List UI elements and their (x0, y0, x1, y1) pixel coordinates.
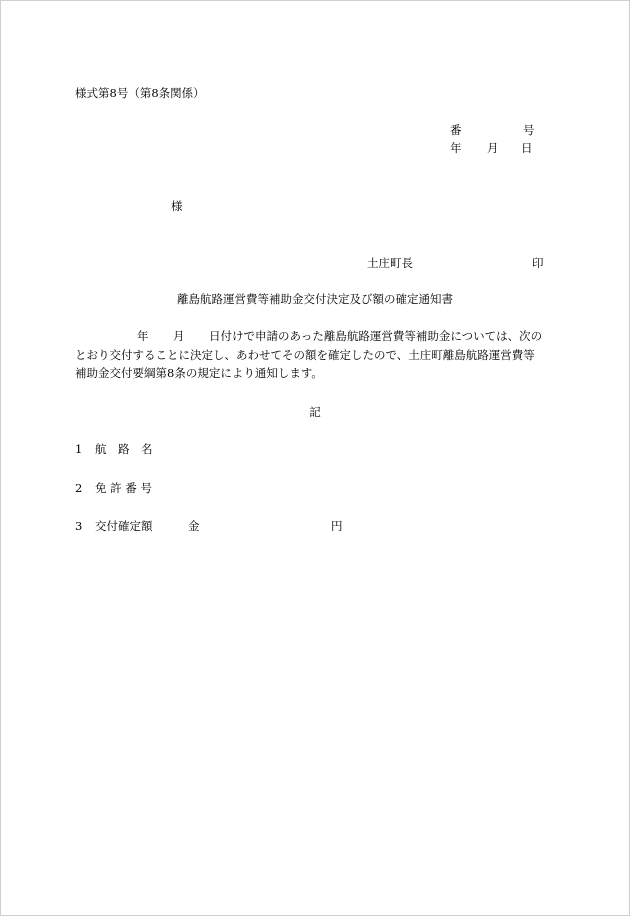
item-3-en-label: 円 (331, 519, 343, 533)
body-line-3: 補助金交付要綱第8条の規定により通知します。 (75, 366, 323, 380)
body-year-label: 年 (137, 329, 149, 343)
body-line-1 (75, 327, 556, 346)
item-3-label: 交付確定額 (95, 519, 153, 533)
body-line-1-text: 日付けで申請のあった離島航路運営費等補助金については、次の (209, 329, 543, 343)
item-1-label: 航 路 名 (95, 442, 153, 456)
body-paragraph (75, 327, 556, 383)
date-day-label: 日 (521, 141, 533, 155)
document-title: 離島航路運営費等補助金交付決定及び額の確定通知書 (177, 292, 453, 306)
reference-number-label: 番 (450, 123, 462, 137)
body-month-label: 月 (173, 329, 185, 343)
item-3-number: 3 (75, 519, 83, 533)
date-year-label: 年 (450, 141, 462, 155)
ki-heading: 記 (309, 405, 321, 419)
sender-seal: 印 (532, 256, 544, 270)
item-2-label: 免 許 番 号 (95, 481, 152, 495)
sender-name: 土庄町長 (367, 256, 413, 270)
date-month-label: 月 (487, 141, 499, 155)
item-2-number: 2 (75, 481, 83, 495)
item-3-kin-label: 金 (188, 519, 200, 533)
body-line-2: とおり交付することに決定し、あわせてその額を確定したので、土庄町離島航路運営費等 (75, 347, 535, 362)
form-label: 様式第8号（第8条関係） (75, 86, 205, 100)
reference-number-suffix: 号 (523, 123, 535, 137)
addressee-suffix: 様 (171, 199, 183, 213)
item-1-number: 1 (75, 442, 83, 456)
